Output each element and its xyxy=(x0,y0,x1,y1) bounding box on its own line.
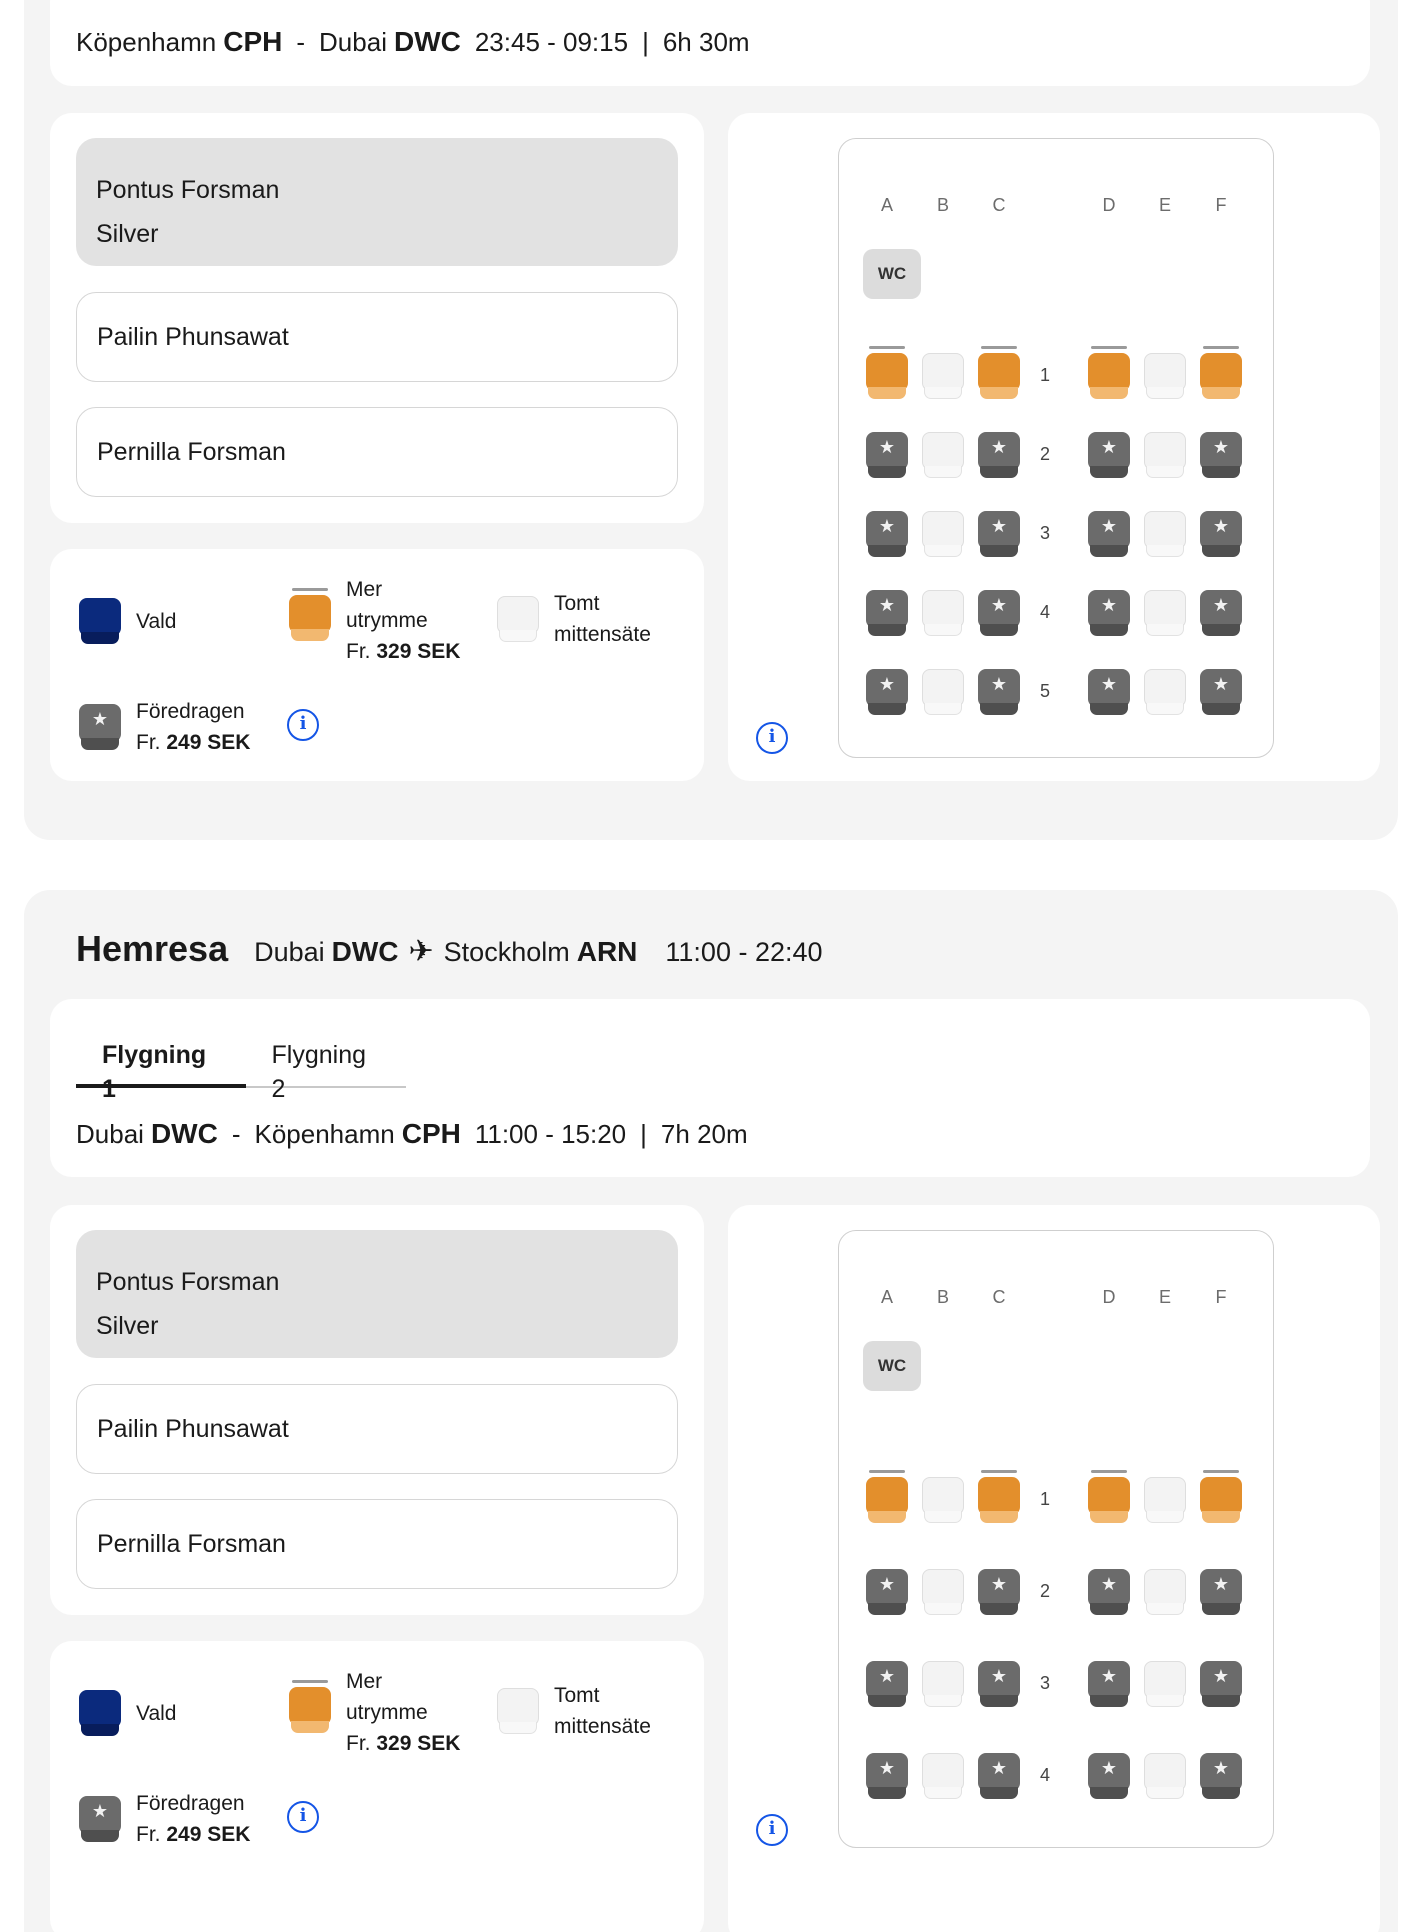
seat-3B[interactable] xyxy=(921,511,965,557)
price-value: 329 SEK xyxy=(376,1732,461,1755)
tab-flight-1[interactable]: Flygning 1 xyxy=(76,1038,246,1088)
seat-2E[interactable] xyxy=(1143,1569,1187,1615)
passenger-tier: Silver xyxy=(96,1312,159,1340)
star-icon: ★ xyxy=(91,709,109,730)
seat-3E[interactable] xyxy=(1143,511,1187,557)
price-value: 249 SEK xyxy=(166,1823,251,1846)
star-icon: ★ xyxy=(878,595,896,616)
seat-4B[interactable] xyxy=(921,1753,965,1799)
seat-2F[interactable] xyxy=(1199,1569,1243,1615)
destination-city: Stockholm xyxy=(443,937,570,967)
legend-label xyxy=(136,696,250,758)
flight-times: 23:45 - 09:15 xyxy=(474,27,629,57)
seat-4A[interactable] xyxy=(865,1753,909,1799)
row-number: 5 xyxy=(1039,681,1050,701)
seat-preferred-icon xyxy=(78,704,122,750)
passenger-name: Pontus Forsman xyxy=(96,1268,280,1296)
row-number: 1 xyxy=(1039,1489,1050,1509)
destination-code: DWC xyxy=(393,26,461,57)
legend-price xyxy=(136,727,250,758)
column-letter: E xyxy=(1158,195,1171,215)
seat-selected-icon xyxy=(78,598,122,644)
seat-2C[interactable] xyxy=(977,432,1021,478)
legend-label xyxy=(554,588,651,650)
legend-extra-legroom xyxy=(288,574,460,667)
star-icon: ★ xyxy=(990,516,1008,537)
legend-preferred xyxy=(78,1788,250,1850)
seat-selected-icon xyxy=(78,1690,122,1736)
legend-selected xyxy=(78,598,176,644)
star-icon: ★ xyxy=(878,1758,896,1779)
seat-1B[interactable] xyxy=(921,1477,965,1523)
star-icon: ★ xyxy=(990,1758,1008,1779)
seat-map xyxy=(838,138,1274,758)
legend-preferred xyxy=(78,696,250,758)
legend-price xyxy=(346,1728,460,1759)
star-icon: ★ xyxy=(878,1666,896,1687)
seat-empty-icon xyxy=(496,1688,540,1734)
star-icon: ★ xyxy=(990,437,1008,458)
passenger-name: Pontus Forsman xyxy=(96,176,280,204)
seat-5B[interactable] xyxy=(921,669,965,715)
seat-3A[interactable] xyxy=(865,511,909,557)
seat-empty-icon xyxy=(496,596,540,642)
star-icon: ★ xyxy=(91,1801,109,1822)
wc-icon: WC xyxy=(863,1341,921,1391)
seat-2F[interactable] xyxy=(1199,432,1243,478)
legend-label xyxy=(136,1788,250,1850)
seat-4F[interactable] xyxy=(1199,1753,1243,1799)
row-number: 3 xyxy=(1039,523,1050,543)
column-letter: F xyxy=(1215,195,1227,215)
passenger-item[interactable] xyxy=(76,407,678,497)
return-header xyxy=(76,928,823,970)
origin-city: Köpenhamn xyxy=(76,27,217,57)
seat-2B[interactable] xyxy=(921,432,965,478)
row-number: 3 xyxy=(1039,1673,1050,1693)
legend-info-icon[interactable]: i xyxy=(287,709,319,741)
legend-label: Vald xyxy=(136,609,177,633)
origin-city: Dubai xyxy=(254,937,325,967)
column-letter: E xyxy=(1158,1287,1171,1307)
origin-code: DWC xyxy=(150,1118,218,1149)
legend-label xyxy=(346,1666,460,1759)
legend-label-line: Föredragen xyxy=(136,700,245,723)
seat-3C[interactable] xyxy=(977,1661,1021,1707)
row-number: 4 xyxy=(1039,1765,1050,1785)
passenger-name: Pailin Phunsawat xyxy=(97,322,289,351)
seat-4F[interactable] xyxy=(1199,590,1243,636)
star-icon: ★ xyxy=(990,1666,1008,1687)
star-icon: ★ xyxy=(990,595,1008,616)
star-icon: ★ xyxy=(1100,437,1118,458)
return-segment-route xyxy=(76,1118,748,1150)
seat-1E[interactable] xyxy=(1143,1477,1187,1523)
origin-code: CPH xyxy=(223,26,283,57)
legend-label-line: mittensäte xyxy=(554,623,651,646)
seat-preferred-icon xyxy=(78,1796,122,1842)
seat-3F[interactable] xyxy=(1199,511,1243,557)
star-icon: ★ xyxy=(1212,516,1230,537)
star-icon: ★ xyxy=(1100,595,1118,616)
seat-5C[interactable] xyxy=(977,669,1021,715)
passenger-name: Pailin Phunsawat xyxy=(97,1414,289,1443)
passenger-selected[interactable] xyxy=(76,1230,678,1358)
destination-city: Dubai xyxy=(319,27,387,57)
star-icon: ★ xyxy=(1100,1574,1118,1595)
legend-empty-middle xyxy=(496,588,651,650)
legend-info-icon[interactable]: i xyxy=(287,1801,319,1833)
legend-label-line: mittensäte xyxy=(554,1715,651,1738)
seatmap-info-icon[interactable]: i xyxy=(756,722,788,754)
seat-5E[interactable] xyxy=(1143,669,1187,715)
star-icon: ★ xyxy=(1100,674,1118,695)
destination-code: CPH xyxy=(401,1118,461,1149)
price-prefix: Fr. xyxy=(136,731,161,754)
seat-4B[interactable] xyxy=(921,590,965,636)
legend-price xyxy=(136,1819,250,1850)
column-letter: D xyxy=(1102,195,1116,215)
price-prefix: Fr. xyxy=(346,1732,371,1755)
seat-3E[interactable] xyxy=(1143,1661,1187,1707)
legend-label-line: utrymme xyxy=(346,609,428,632)
star-icon: ★ xyxy=(1212,1574,1230,1595)
seat-extra-legroom-icon xyxy=(288,1687,332,1733)
star-icon: ★ xyxy=(1100,516,1118,537)
column-letter: D xyxy=(1102,1287,1116,1307)
seat-extra-legroom-icon xyxy=(288,595,332,641)
seat-1E[interactable] xyxy=(1143,353,1187,399)
seat-1A[interactable] xyxy=(865,1477,909,1523)
seat-2D[interactable] xyxy=(1087,1569,1131,1615)
seat-2C[interactable] xyxy=(977,1569,1021,1615)
seat-5D[interactable] xyxy=(1087,669,1131,715)
row-number: 2 xyxy=(1039,1581,1050,1601)
destination-code: ARN xyxy=(576,936,638,967)
column-letter: C xyxy=(992,195,1006,215)
column-letter: B xyxy=(936,1287,949,1307)
star-icon: ★ xyxy=(878,516,896,537)
seat-2B[interactable] xyxy=(921,1569,965,1615)
passenger-item[interactable] xyxy=(76,292,678,382)
seat-1A[interactable] xyxy=(865,353,909,399)
star-icon: ★ xyxy=(1212,1666,1230,1687)
seat-3C[interactable] xyxy=(977,511,1021,557)
return-title: Hemresa xyxy=(76,928,229,969)
route-separator: - xyxy=(296,27,306,57)
legend-label xyxy=(554,1680,651,1742)
passenger-selected[interactable] xyxy=(76,138,678,266)
seat-3F[interactable] xyxy=(1199,1661,1243,1707)
seat-2A[interactable] xyxy=(865,1569,909,1615)
star-icon: ★ xyxy=(1100,1758,1118,1779)
seat-1F[interactable] xyxy=(1199,1477,1243,1523)
seat-4E[interactable] xyxy=(1143,1753,1187,1799)
column-letter: A xyxy=(880,1287,893,1307)
star-icon: ★ xyxy=(1212,1758,1230,1779)
legend-label: Vald xyxy=(136,1701,177,1725)
flight-duration: 6h 30m xyxy=(662,27,750,57)
passenger-item[interactable] xyxy=(76,1384,678,1474)
price-value: 329 SEK xyxy=(376,640,461,663)
seat-2A[interactable] xyxy=(865,432,909,478)
airplane-icon: ✈ xyxy=(408,935,434,968)
column-letter: A xyxy=(880,195,893,215)
flight-tabs xyxy=(76,1038,406,1103)
return-segment-card xyxy=(50,999,1370,1177)
seat-2D[interactable] xyxy=(1087,432,1131,478)
origin-city: Dubai xyxy=(76,1119,144,1149)
seat-3A[interactable] xyxy=(865,1661,909,1707)
wc-icon: WC xyxy=(863,249,921,299)
passenger-item[interactable] xyxy=(76,1499,678,1589)
star-icon: ★ xyxy=(1212,437,1230,458)
route-separator: - xyxy=(231,1119,241,1149)
legend-extra-legroom xyxy=(288,1666,460,1759)
seat-3D[interactable] xyxy=(1087,511,1131,557)
legend-selected xyxy=(78,1690,176,1736)
row-number: 1 xyxy=(1039,365,1050,385)
journey-times: 11:00 - 22:40 xyxy=(665,937,823,967)
seat-1D[interactable] xyxy=(1087,1477,1131,1523)
seat-3B[interactable] xyxy=(921,1661,965,1707)
seat-4E[interactable] xyxy=(1143,590,1187,636)
flight-times: 11:00 - 15:20 xyxy=(474,1119,627,1149)
seat-1D[interactable] xyxy=(1087,353,1131,399)
seat-4A[interactable] xyxy=(865,590,909,636)
star-icon: ★ xyxy=(878,1574,896,1595)
star-icon: ★ xyxy=(990,674,1008,695)
passenger-name: Pernilla Forsman xyxy=(97,1529,286,1558)
price-prefix: Fr. xyxy=(346,640,371,663)
seat-1C[interactable] xyxy=(977,1477,1021,1523)
seat-3D[interactable] xyxy=(1087,1661,1131,1707)
legend-label-line: Mer xyxy=(346,578,383,601)
legend-label xyxy=(346,574,460,667)
legend-label-line: Tomt xyxy=(554,592,600,615)
seat-1F[interactable] xyxy=(1199,353,1243,399)
passenger-tier: Silver xyxy=(96,220,159,248)
legend-label-line: utrymme xyxy=(346,1701,428,1724)
legend-price xyxy=(346,636,460,667)
seat-5A[interactable] xyxy=(865,669,909,715)
seat-1C[interactable] xyxy=(977,353,1021,399)
outbound-segment-route xyxy=(76,26,750,58)
price-prefix: Fr. xyxy=(136,1823,161,1846)
star-icon: ★ xyxy=(878,674,896,695)
origin-code: DWC xyxy=(331,936,399,967)
star-icon: ★ xyxy=(1212,674,1230,695)
column-letter: B xyxy=(936,195,949,215)
legend-label-line: Mer xyxy=(346,1670,383,1693)
destination-city: Köpenhamn xyxy=(254,1119,395,1149)
seatmap-info-icon[interactable]: i xyxy=(756,1814,788,1846)
row-number: 2 xyxy=(1039,444,1050,464)
passenger-name: Pernilla Forsman xyxy=(97,437,286,466)
tab-flight-2[interactable]: Flygning 2 xyxy=(271,1041,367,1103)
seat-4C[interactable] xyxy=(977,590,1021,636)
separator-bar: | xyxy=(642,27,649,57)
legend-label-line: Föredragen xyxy=(136,1792,245,1815)
star-icon: ★ xyxy=(1100,1666,1118,1687)
seat-5F[interactable] xyxy=(1199,669,1243,715)
star-icon: ★ xyxy=(1212,595,1230,616)
seat-4D[interactable] xyxy=(1087,1753,1131,1799)
seat-4D[interactable] xyxy=(1087,590,1131,636)
column-letter: F xyxy=(1215,1287,1227,1307)
column-letter: C xyxy=(992,1287,1006,1307)
star-icon: ★ xyxy=(990,1574,1008,1595)
row-number: 4 xyxy=(1039,602,1050,622)
legend-empty-middle xyxy=(496,1680,651,1742)
seat-2E[interactable] xyxy=(1143,432,1187,478)
separator-bar: | xyxy=(640,1119,647,1149)
star-icon: ★ xyxy=(878,437,896,458)
legend-label-line: Tomt xyxy=(554,1684,600,1707)
seat-4C[interactable] xyxy=(977,1753,1021,1799)
flight-duration: 7h 20m xyxy=(660,1119,748,1149)
seat-map xyxy=(838,1230,1274,1848)
seat-1B[interactable] xyxy=(921,353,965,399)
price-value: 249 SEK xyxy=(166,731,251,754)
